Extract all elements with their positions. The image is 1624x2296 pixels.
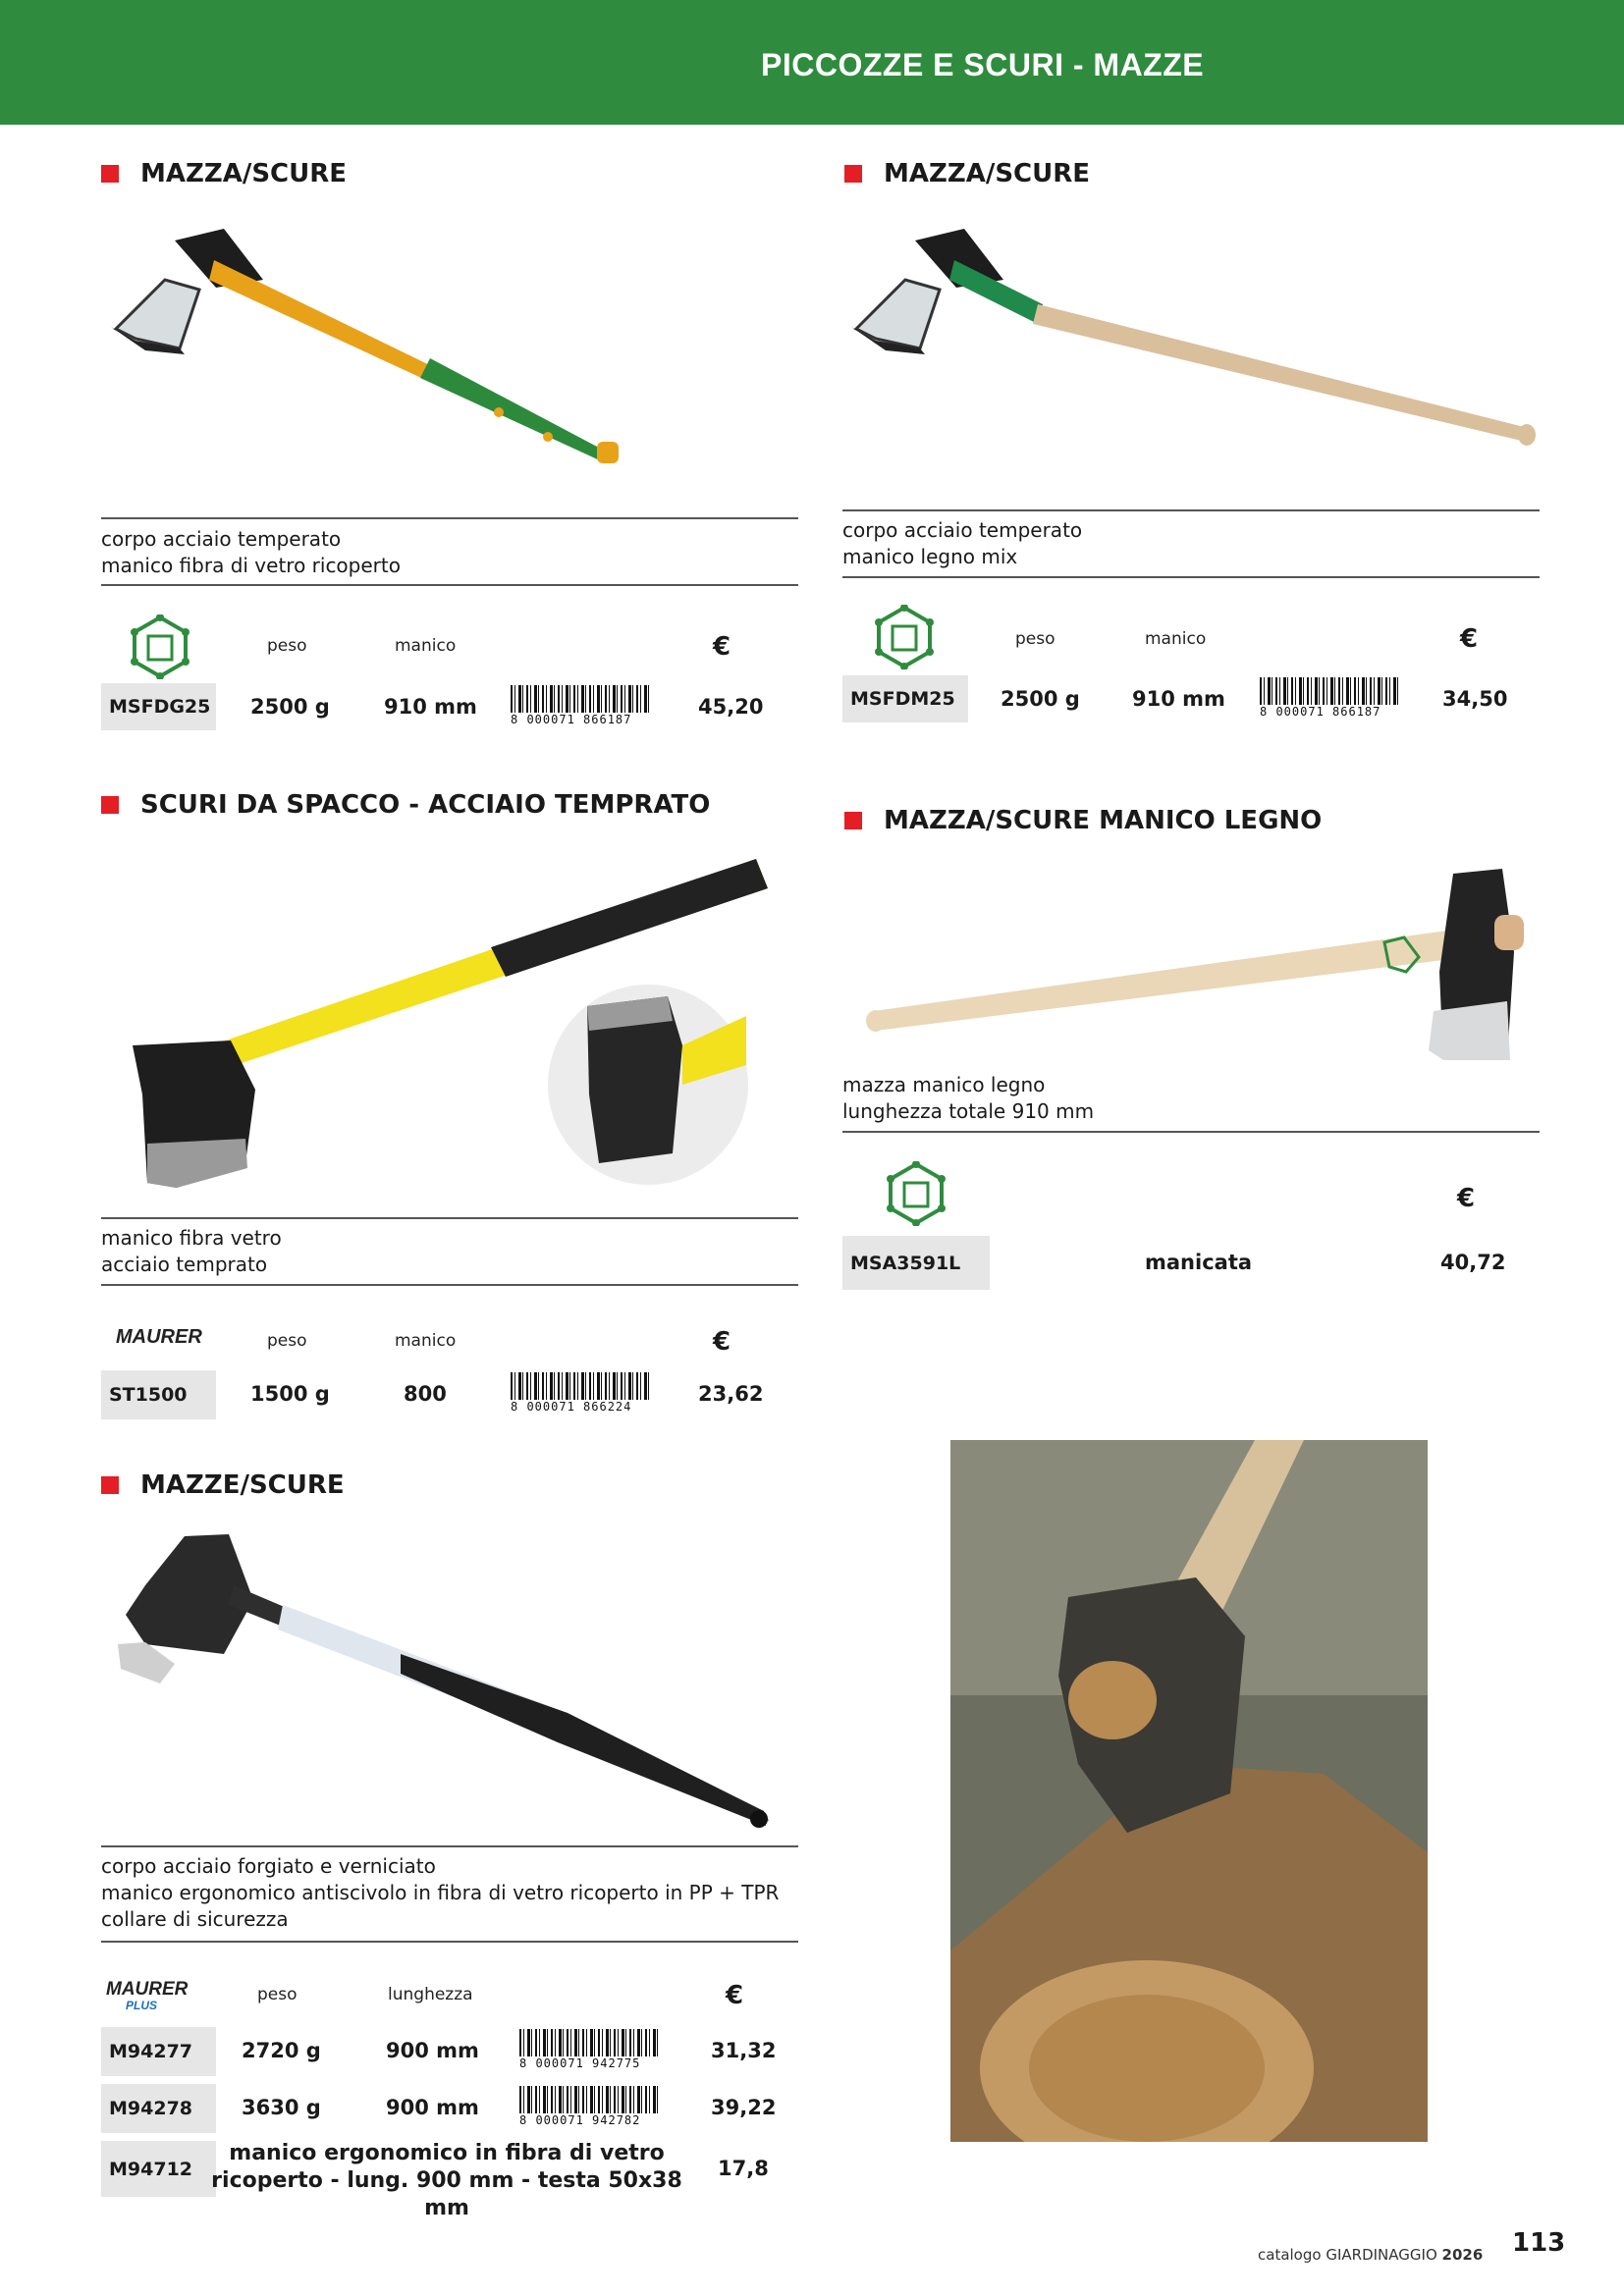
product-description	[842, 1072, 1094, 1125]
euro-icon: €	[713, 1327, 731, 1357]
barcode-icon	[1260, 677, 1401, 717]
product-type: manicata	[1145, 1251, 1253, 1274]
footer-year: 2026	[1441, 2246, 1484, 2264]
weight-value: 2720 g	[242, 2039, 321, 2062]
divider	[842, 576, 1540, 578]
col-label-peso: peso	[267, 1331, 307, 1351]
price: 17,8	[718, 2157, 769, 2180]
desc-line: ricoperto - lung. 900 mm - testa 50x38 mm	[211, 2168, 682, 2220]
divider	[101, 1941, 798, 1943]
divider	[101, 517, 798, 519]
product-code: M94277	[101, 2027, 216, 2076]
desc-line: manico ergonomico in fibra di vetro	[229, 2141, 665, 2165]
divider	[101, 1845, 798, 1847]
bullet-square-icon	[844, 165, 862, 183]
desc-line: mazza manico legno	[842, 1073, 1046, 1096]
page-title: PICCOZZE E SCURI - MAZZE	[761, 47, 1205, 82]
divider	[842, 1131, 1540, 1133]
euro-icon: €	[1460, 624, 1479, 654]
desc-line: acciaio temprato	[101, 1253, 268, 1276]
bullet-square-icon	[844, 812, 862, 829]
desc-line: corpo acciaio forgiato e verniciato	[101, 1854, 436, 1878]
price: 34,50	[1442, 687, 1508, 711]
product-description	[101, 1225, 282, 1278]
desc-line: collare di sicurezza	[101, 1907, 289, 1931]
product-image-axe-fiberglass	[106, 221, 793, 466]
desc-line: manico fibra di vetro ricoperto	[101, 554, 401, 577]
section-title: SCURI DA SPACCO - ACCIAIO TEMPRATO	[140, 790, 711, 820]
barcode-icon	[511, 1372, 652, 1412]
product-code: MSA3591L	[842, 1236, 990, 1290]
col-label-peso: peso	[1015, 629, 1056, 649]
length-value: 900 mm	[386, 2096, 479, 2119]
desc-line: manico fibra vetro	[101, 1226, 282, 1250]
euro-icon: €	[726, 1981, 744, 2010]
price: 45,20	[698, 695, 764, 719]
section-title: MAZZA/SCURE	[140, 159, 348, 188]
product-code: MSFDM25	[842, 675, 968, 722]
product-description	[101, 526, 401, 579]
bullet-square-icon	[101, 165, 119, 183]
fd-brand-logo-icon	[884, 1161, 948, 1226]
photo-axe-in-log	[950, 1440, 1428, 2142]
product-description	[842, 517, 1082, 570]
product-code: M94278	[101, 2084, 216, 2133]
divider	[101, 1284, 798, 1286]
price: 40,72	[1440, 1251, 1506, 1274]
product-description-inline	[206, 2140, 687, 2222]
product-image-splitting-axe	[118, 849, 805, 1202]
product-code: M94712	[101, 2141, 216, 2197]
maurer-brand-logo: MAURER	[116, 1326, 202, 1348]
bullet-square-icon	[101, 796, 119, 814]
price: 31,32	[711, 2039, 777, 2062]
handle-value: 910 mm	[1132, 687, 1225, 711]
barcode-number: 8 000071 866224	[511, 1400, 652, 1414]
section-title: MAZZA/SCURE MANICO LEGNO	[884, 806, 1323, 835]
maurer-brand-logo: MAURER	[106, 1979, 189, 2000]
price: 23,62	[698, 1382, 764, 1406]
col-label-peso: peso	[267, 636, 307, 656]
weight-value: 2500 g	[250, 695, 330, 719]
barcode-number: 8 000071 942782	[519, 2113, 661, 2127]
weight-value: 3630 g	[242, 2096, 321, 2119]
length-value: 900 mm	[386, 2039, 479, 2062]
footer-catalog-label: catalogo	[1258, 2246, 1322, 2264]
desc-line: corpo acciaio temperato	[101, 527, 342, 551]
barcode-number: 8 000071 942775	[519, 2056, 661, 2070]
fd-brand-logo-icon	[128, 614, 192, 679]
divider	[842, 509, 1540, 511]
handle-value: 910 mm	[384, 695, 477, 719]
col-label-manico: manico	[395, 1331, 457, 1351]
fd-brand-logo-icon	[872, 605, 937, 669]
desc-line: manico legno mix	[842, 545, 1018, 568]
product-image-wood-handle-axe	[854, 864, 1551, 1070]
barcode-icon	[519, 2029, 661, 2068]
euro-icon: €	[1457, 1184, 1476, 1213]
barcode-icon	[519, 2086, 661, 2125]
col-label-peso: peso	[257, 1985, 298, 2004]
product-code: MSFDG25	[101, 683, 216, 730]
section-title: MAZZE/SCURE	[140, 1470, 345, 1500]
product-description	[101, 1853, 779, 1933]
product-image-maurer-maul	[106, 1526, 784, 1841]
divider	[101, 584, 798, 586]
page-header	[0, 0, 1624, 125]
barcode-number: 8 000071 866187	[1260, 705, 1401, 719]
col-label-manico: manico	[395, 636, 457, 656]
barcode-number: 8 000071 866187	[511, 713, 652, 726]
footer-catalog-name: GIARDINAGGIO	[1326, 2246, 1437, 2264]
desc-line: corpo acciaio temperato	[842, 518, 1083, 542]
barcode-icon	[511, 685, 652, 724]
price: 39,22	[711, 2096, 777, 2119]
col-label-manico: manico	[1145, 629, 1207, 649]
weight-value: 2500 g	[1001, 687, 1080, 711]
page-number: 113	[1512, 2228, 1566, 2258]
handle-value: 800	[404, 1382, 447, 1406]
weight-value: 1500 g	[250, 1382, 330, 1406]
bullet-square-icon	[101, 1476, 119, 1494]
divider	[101, 1217, 798, 1219]
product-code: ST1500	[101, 1370, 216, 1419]
desc-line: manico ergonomico antiscivolo in fibra di vetro ricoperto in PP + TPR	[101, 1881, 780, 1904]
product-image-axe-wood-mix	[846, 221, 1543, 456]
euro-icon: €	[713, 632, 731, 662]
col-label-lunghezza: lunghezza	[388, 1985, 473, 2004]
desc-line: lunghezza totale 910 mm	[842, 1099, 1095, 1123]
catalog-footer	[1258, 2246, 1483, 2264]
section-title: MAZZA/SCURE	[884, 159, 1091, 188]
maurer-plus-badge: PLUS	[126, 1999, 158, 2012]
